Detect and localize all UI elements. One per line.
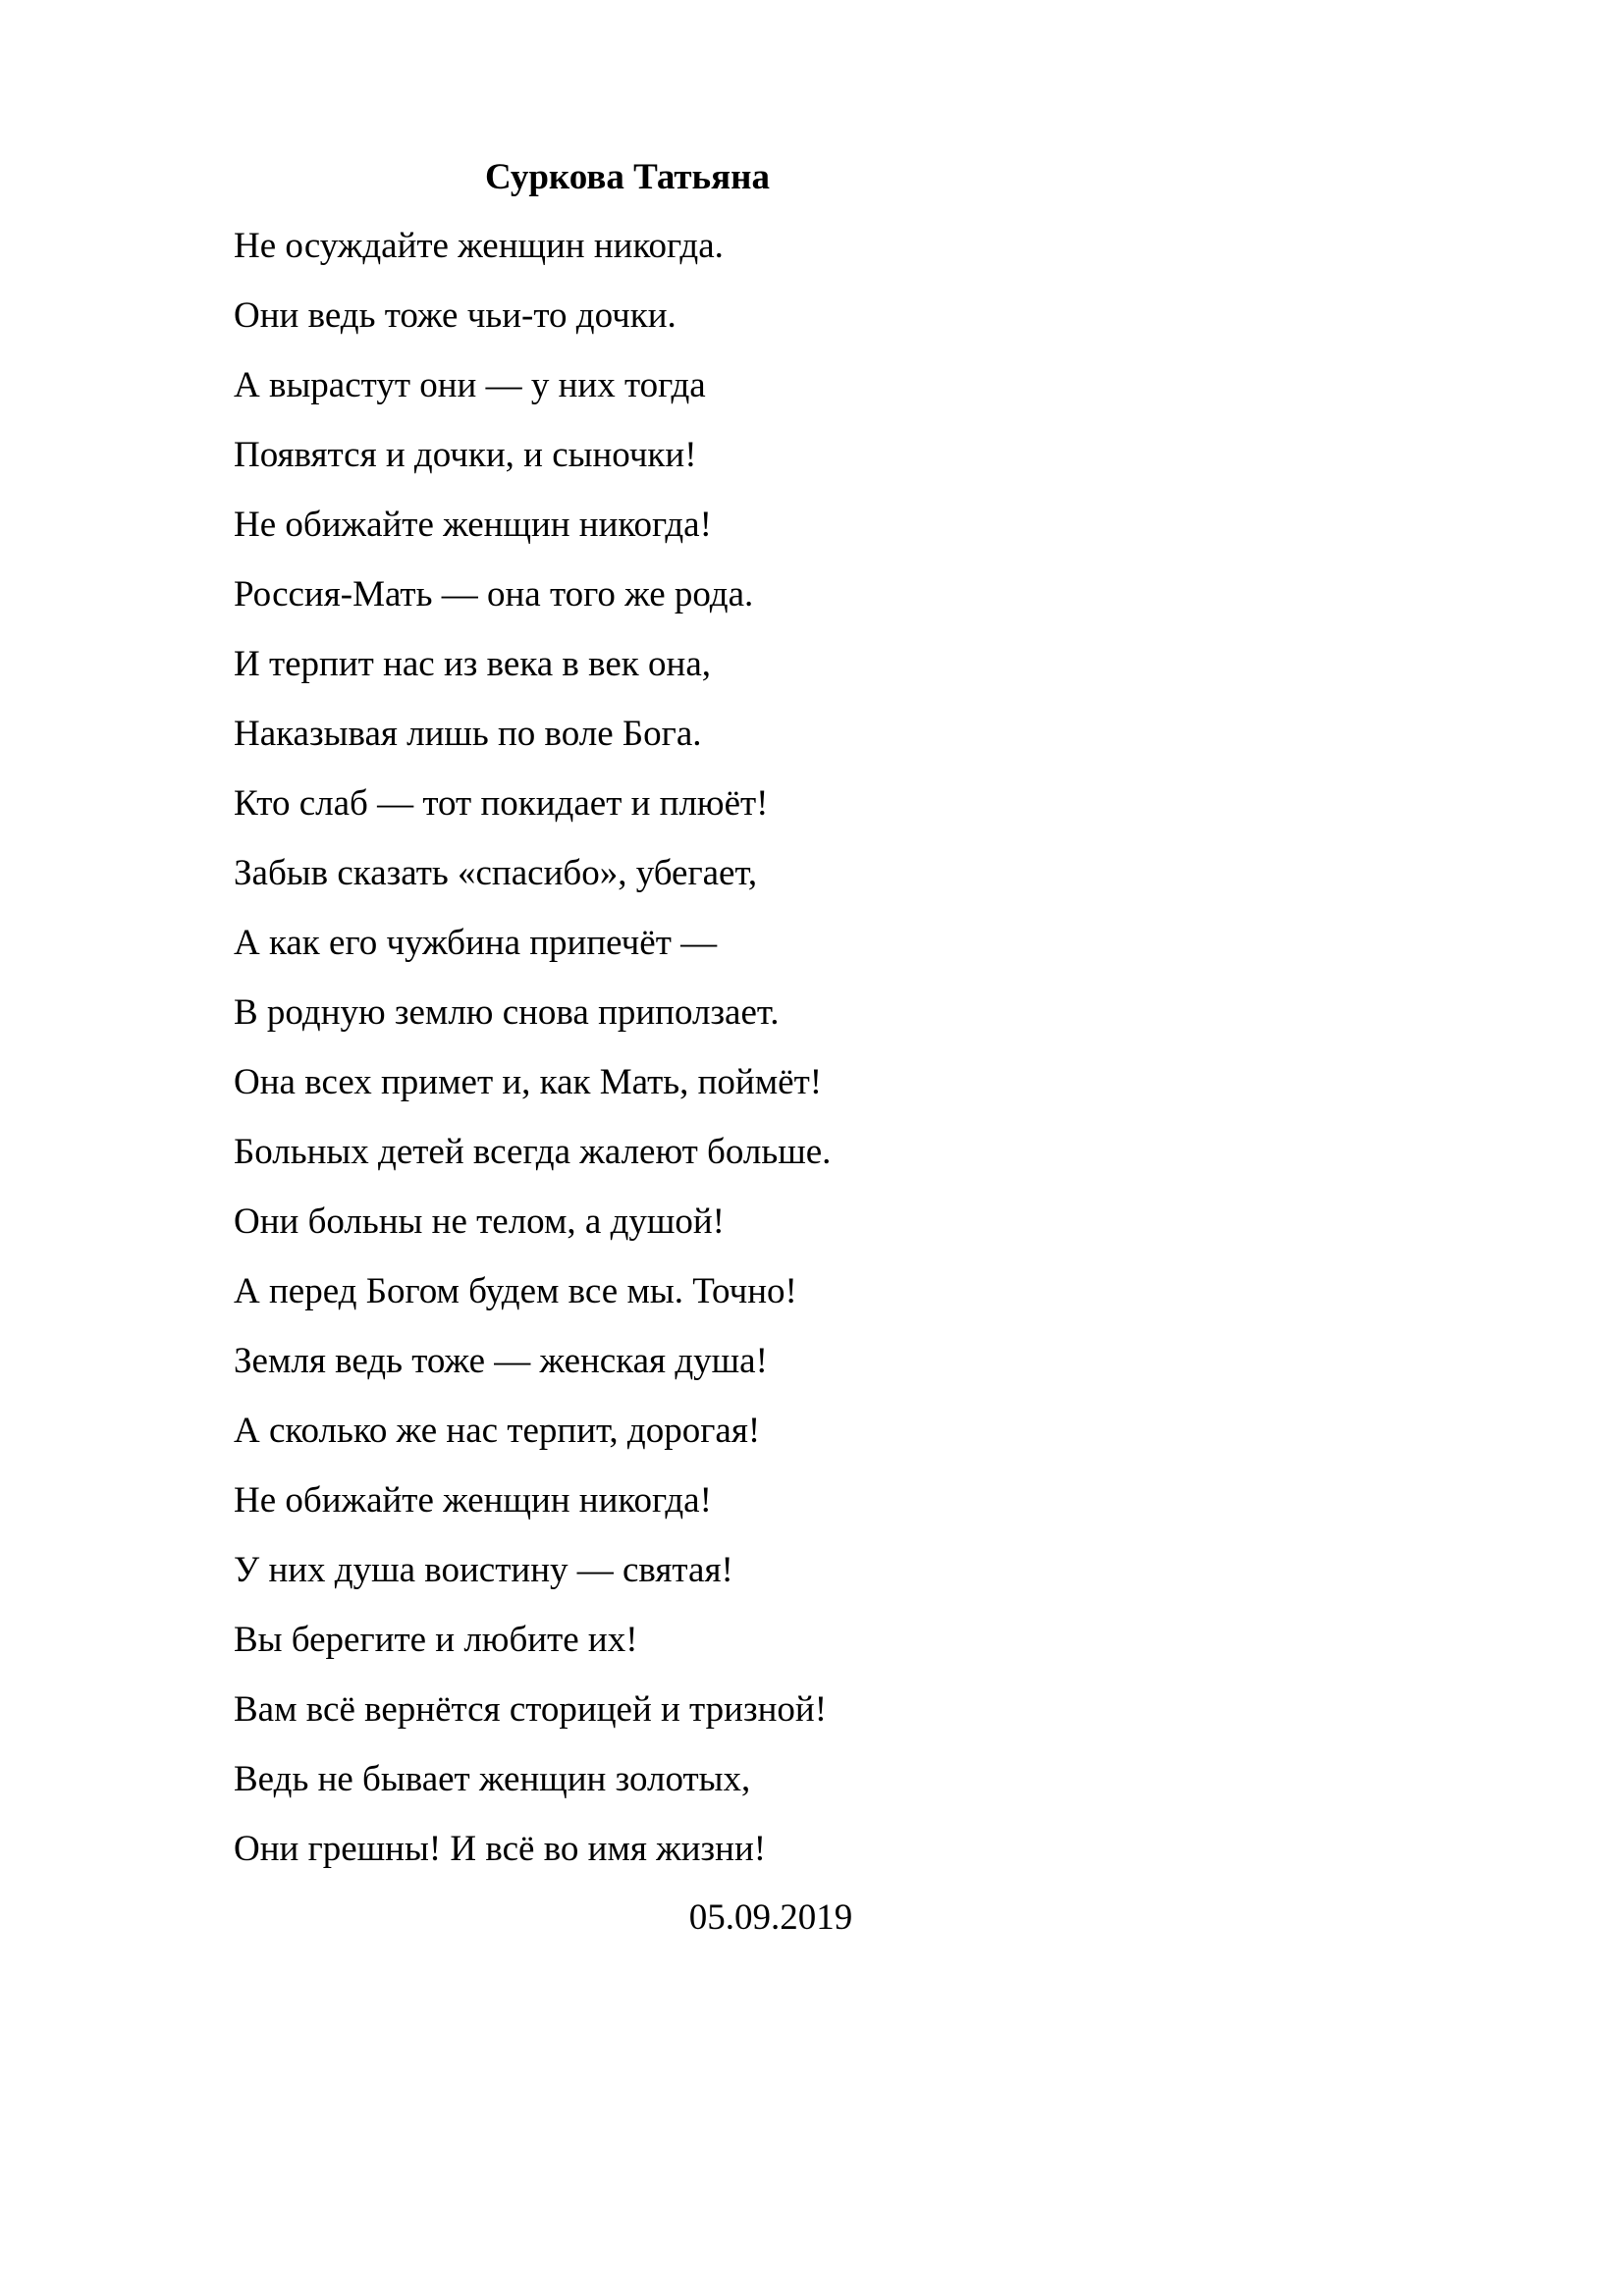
poem-date: 05.09.2019 [688, 1897, 853, 1938]
poem-body [234, 223, 831, 1896]
poem-line: Она всех примет и, как Мать, поймёт! [234, 1062, 823, 1102]
poem-line: Появятся и дочки, и сыночки! [234, 435, 697, 475]
poem-line: В родную землю снова приползает. [234, 992, 780, 1033]
poem-line: Земля ведь тоже — женская душа! [234, 1341, 768, 1381]
poem-line: Они ведь тоже чьи-то дочки. [234, 295, 677, 336]
poem-line: Больных детей всегда жалеют больше. [234, 1132, 832, 1172]
poem-line: А вырастут они — у них тогда [234, 365, 706, 405]
poem-line: А как его чужбина припечёт — [234, 923, 718, 963]
poem-line: А сколько же нас терпит, дорогая! [234, 1411, 761, 1451]
poem-line: Вы берегите и любите их! [234, 1620, 638, 1660]
poem-line: Вам всё вернётся сторицей и тризной! [234, 1689, 828, 1730]
poem-line: Не обижайте женщин никогда! [234, 505, 712, 545]
poem-line: Ведь не бывает женщин золотых, [234, 1759, 751, 1799]
poem-line: И терпит нас из века в век она, [234, 644, 712, 684]
poem-line: Не обижайте женщин никогда! [234, 1480, 712, 1521]
poem-line: Россия-Мать — она того же рода. [234, 574, 754, 614]
poem-line: Забыв сказать «спасибо», убегает, [234, 853, 758, 893]
author-name: Суркова Татьяна [485, 157, 770, 197]
poem-line: А перед Богом будем все мы. Точно! [234, 1271, 797, 1311]
poem-line: Не осуждайте женщин никогда. [234, 226, 724, 266]
poem-line: Кто слаб — тот покидает и плюёт! [234, 783, 769, 824]
poem-line: Наказывая лишь по воле Бога. [234, 714, 702, 754]
poem-line: У них душа воистину — святая! [234, 1550, 733, 1590]
poem-line: Они грешны! И всё во имя жизни! [234, 1829, 767, 1869]
poem-line: Они больны не телом, а душой! [234, 1201, 726, 1242]
